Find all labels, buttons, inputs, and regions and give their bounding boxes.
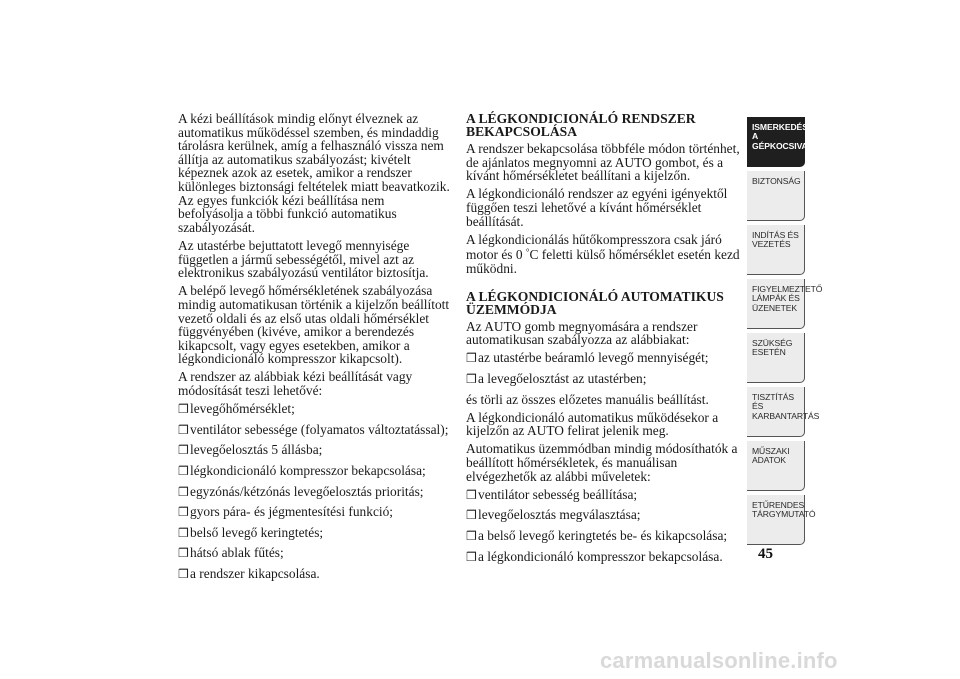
chapter-tab-label: ÜZENETEK bbox=[752, 302, 798, 313]
list-item-text: levegőhőmérséklet; bbox=[190, 401, 295, 417]
chapter-tab-label: FIGYELMEZTETŐ bbox=[752, 284, 823, 294]
checkbox-bullet-icon: ❒ bbox=[178, 525, 189, 540]
chapter-tab-label: KARBANTARTÁS bbox=[752, 410, 820, 421]
chapter-tab-label: ETŰRENDES bbox=[752, 500, 805, 510]
list-item-text: egyzónás/kétzónás levegőelosztás prioritás; bbox=[190, 483, 424, 499]
list-item-text: a légkondicionáló kompresszor bekapcsolása. bbox=[478, 548, 723, 564]
paragraph: Az AUTO gomb megnyomására a rendszer automatikusan szabályozza az alábbiakat: bbox=[466, 318, 698, 348]
list-item bbox=[178, 464, 450, 479]
list-item bbox=[466, 508, 742, 523]
checkbox-bullet-icon: ❒ bbox=[178, 422, 189, 437]
checkbox-bullet-icon: ❒ bbox=[466, 371, 477, 386]
list-item bbox=[178, 505, 450, 520]
auto-list bbox=[466, 351, 742, 386]
list-item-text: az utastérbe beáramló levegő mennyiségét; bbox=[478, 350, 709, 366]
chapter-tab-label: BIZTONSÁG bbox=[752, 176, 801, 186]
paragraph bbox=[466, 233, 742, 276]
paragraph: A belépő levegő hőmérsékletének szabályozása mindig automatikusan történik a kijelzőn beállított vezető oldali és az első utas oldali hőmérséklet függvényében (kivéve, amikor a berendezés kikapcsolt, vagy egyes esetekben, amikor a légkondicionáló kompresszor kikapcsolt). bbox=[178, 283, 450, 367]
list-item bbox=[466, 351, 742, 366]
list-item-text: a levegőelosztást az utastérben; bbox=[478, 370, 647, 386]
paragraph: és törli az összes előzetes manuális beállítást. bbox=[466, 391, 709, 407]
checkbox-bullet-icon: ❒ bbox=[178, 484, 189, 499]
chapter-tab-label: ISMERKEDÉS A bbox=[752, 122, 808, 142]
chapter-tab-label: TISZTÍTÁS ÉS bbox=[752, 392, 795, 412]
chapter-tab-label: LÁMPÁK ÉS bbox=[752, 293, 800, 304]
list-item-text: ventilátor sebessége (folyamatos változtatással); bbox=[190, 421, 449, 437]
checkbox-bullet-icon: ❒ bbox=[178, 402, 189, 417]
paragraph: Automatikus üzemmódban mindig módosíthatók a beállított hőmérsékletek, és manuálisan elvégezhetők az alábbi műveletek: bbox=[466, 441, 738, 484]
manual-list bbox=[466, 488, 742, 564]
checkbox-bullet-icon: ❒ bbox=[466, 508, 477, 523]
checkbox-bullet-icon: ❒ bbox=[178, 443, 189, 458]
watermark: carmanualsonline.info bbox=[600, 648, 838, 673]
list-item-text: a belső levegő keringtetés be- és kikapcsolása; bbox=[478, 528, 728, 544]
list-item bbox=[178, 485, 450, 500]
list-item-text: gyors pára- és jégmentesítési funkció; bbox=[190, 504, 394, 520]
paragraph: A kézi beállítások mindig előnyt élveznek az automatikus működéssel szemben, és mindaddig tárolásra kerülnek, amíg a felhasználó vissza nem állítja az automatikus szabályozást; kivételt képeznek azok az esetek, amikor a rendszer különleges biztonsági feltételek miatt beavatkozik. Az egyes funkciók kézi beállítása nem befolyásolja a többi funkció automatikus szabályozását. bbox=[178, 111, 450, 235]
page-number: 45 bbox=[758, 546, 773, 562]
left-column bbox=[178, 112, 450, 588]
list-item bbox=[178, 567, 450, 582]
checkbox-bullet-icon: ❒ bbox=[466, 351, 477, 366]
list-item bbox=[466, 550, 742, 565]
checkbox-bullet-icon: ❒ bbox=[466, 549, 477, 564]
paragraph: A légkondicionáló automatikus működésekor a kijelzőn az AUTO felirat jelenik meg. bbox=[466, 409, 719, 439]
chapter-tab-label: MŰSZAKI ADATOK bbox=[752, 446, 790, 466]
degree-sign: ° bbox=[525, 247, 530, 258]
section-heading: A LÉGKONDICIONÁLÓ RENDSZER BEKAPCSOLÁSA bbox=[466, 111, 696, 139]
checkbox-bullet-icon: ❒ bbox=[178, 505, 189, 520]
chapter-tab[interactable] bbox=[747, 171, 805, 221]
paragraph: Az utastérbe bejuttatott levegő mennyisége független a jármű sebességétől, mivel azt az elektronikus szabályozású ventilátor biztosítja. bbox=[178, 237, 429, 281]
right-column bbox=[466, 112, 742, 570]
chapter-tab[interactable] bbox=[747, 441, 805, 491]
paragraph: A rendszer az alábbiak kézi beállítását vagy módosítását teszi lehetővé: bbox=[178, 369, 413, 399]
list-item-text: levegőelosztás megválasztása; bbox=[478, 507, 641, 523]
checkbox-bullet-icon: ❒ bbox=[178, 464, 189, 479]
settings-list bbox=[178, 402, 450, 581]
chapter-tab[interactable] bbox=[747, 333, 805, 383]
list-item bbox=[178, 526, 450, 541]
chapter-tab-label: TÁRGYMUTATÓ bbox=[752, 509, 816, 520]
checkbox-bullet-icon: ❒ bbox=[466, 529, 477, 544]
checkbox-bullet-icon: ❒ bbox=[178, 546, 189, 561]
list-item bbox=[466, 372, 742, 387]
chapter-tab-label: VEZETÉS bbox=[752, 239, 791, 250]
chapter-tab-label: SZÜKSÉG ESETÉN bbox=[752, 338, 793, 358]
paragraph: A légkondicionáló rendszer az egyéni igényektől függően teszi lehetővé a kívánt hőmérséklet beállítását. bbox=[466, 186, 728, 229]
chapter-tab-label: INDÍTÁS ÉS bbox=[752, 230, 799, 240]
list-item-text: a rendszer kikapcsolása. bbox=[190, 566, 320, 581]
section-heading: A LÉGKONDICIONÁLÓ AUTOMATIKUS ÜZEMMÓDJA bbox=[466, 288, 724, 317]
list-item bbox=[178, 402, 450, 417]
text-run: A légkondicionálás hűtőkompresszora csak járó motor és 0 bbox=[466, 231, 722, 263]
list-item bbox=[178, 443, 450, 458]
chapter-tab[interactable] bbox=[747, 279, 823, 329]
list-item bbox=[178, 423, 450, 438]
text-run: C feletti külső hőmérséklet esetén kezd működni. bbox=[466, 247, 740, 276]
checkbox-bullet-icon: ❒ bbox=[466, 487, 477, 502]
list-item-text: levegőelosztás 5 állásba; bbox=[190, 442, 323, 458]
chapter-tab[interactable] bbox=[747, 495, 816, 545]
chapter-tab[interactable] bbox=[747, 225, 805, 275]
list-item bbox=[466, 488, 742, 503]
list-item bbox=[178, 546, 450, 561]
list-item-text: ventilátor sebesség beállítása; bbox=[478, 486, 638, 502]
chapter-tab-label: GÉPKOCSIVAL bbox=[752, 140, 813, 151]
list-item-text: légkondicionáló kompresszor bekapcsolása; bbox=[190, 463, 426, 479]
list-item bbox=[466, 529, 742, 544]
chapter-tab[interactable] bbox=[747, 387, 820, 437]
chapter-tabs bbox=[747, 117, 823, 549]
chapter-tab[interactable] bbox=[747, 117, 813, 167]
checkbox-bullet-icon: ❒ bbox=[178, 567, 189, 581]
list-item-text: hátsó ablak fűtés; bbox=[190, 545, 284, 561]
list-item-text: belső levegő keringtetés; bbox=[190, 524, 324, 540]
paragraph: A rendszer bekapcsolása többféle módon történhet, de ajánlatos megnyomni az AUTO gombot, és a kívánt hőmérsékletet beállítani a kijelzőn. bbox=[466, 141, 740, 184]
